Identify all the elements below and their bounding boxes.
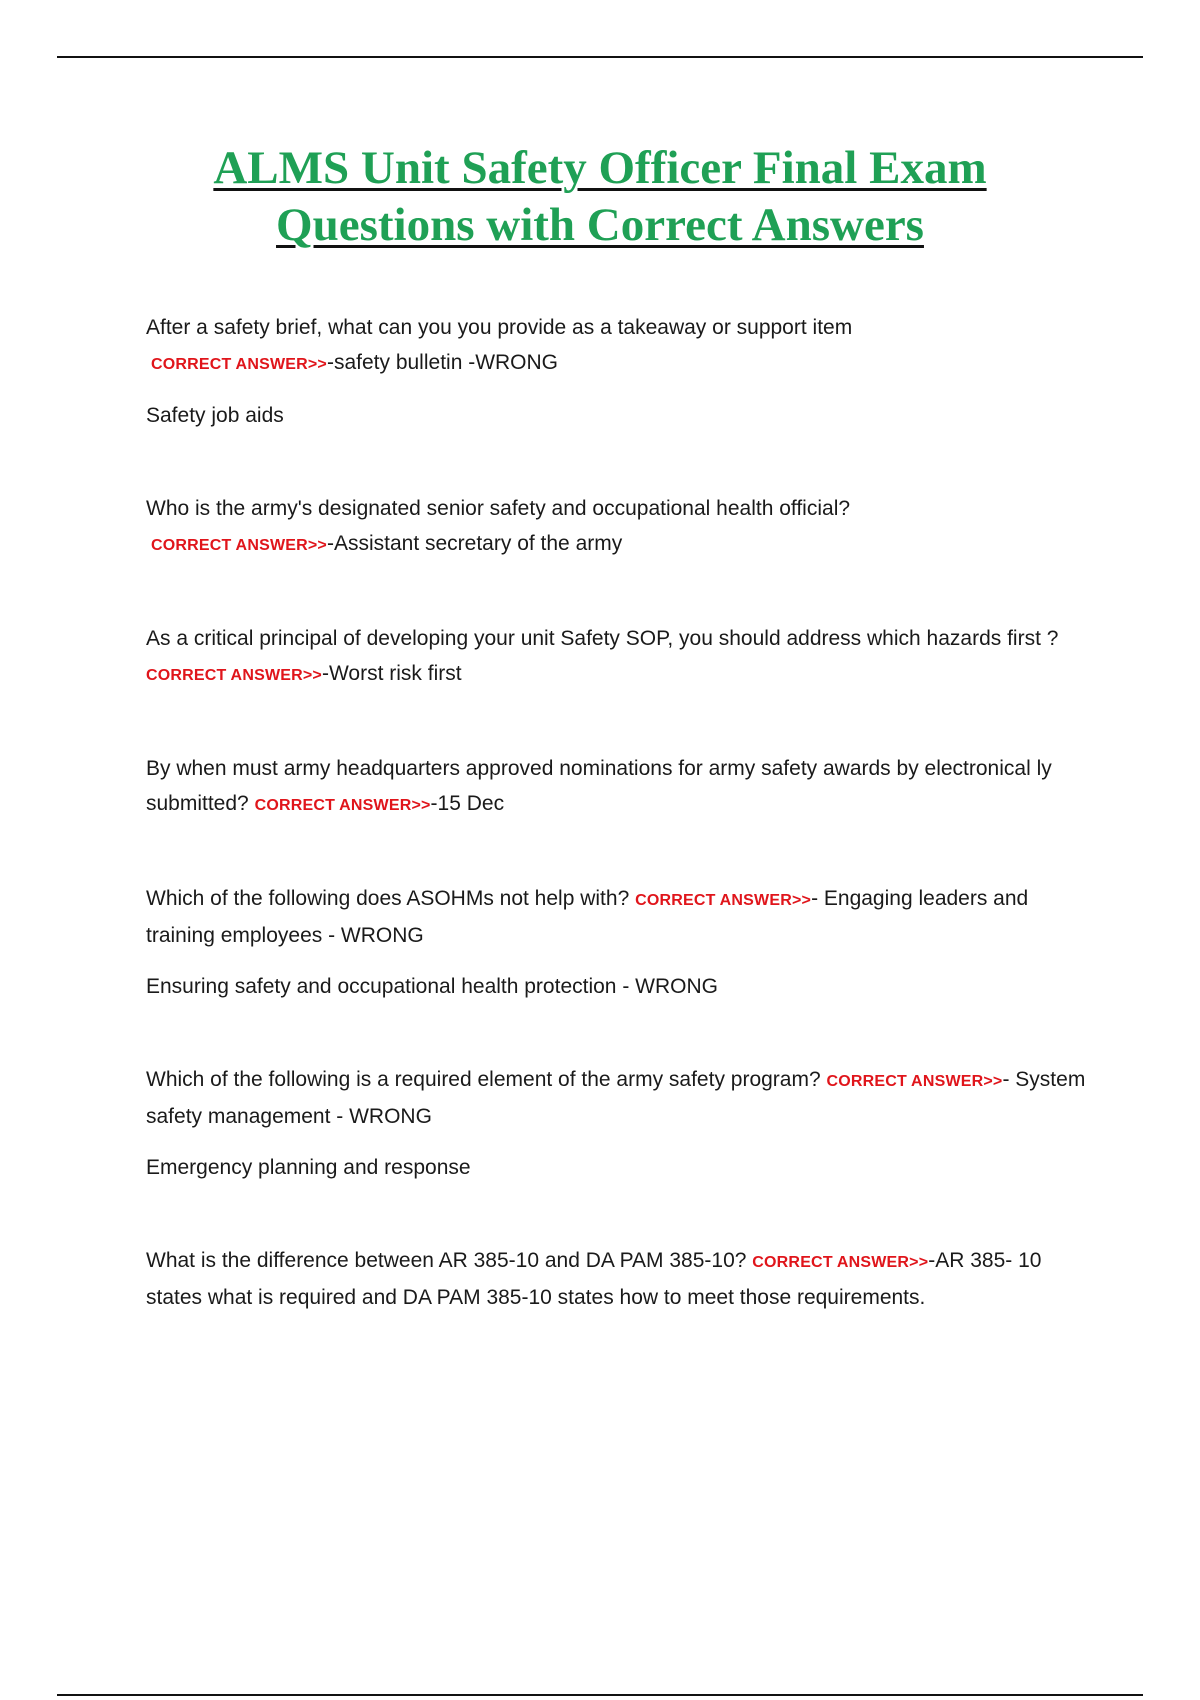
question-text: By when must army headquarters approved nominations for army safety awards by electronical ly submitted? bbox=[146, 757, 1052, 815]
correct-answer-marker: CORRECT ANSWER>> bbox=[752, 1254, 929, 1271]
answer-text: -Assistant secretary of the army bbox=[326, 532, 623, 555]
qa-item bbox=[146, 751, 1086, 823]
correct-answer-marker: CORRECT ANSWER>> bbox=[254, 797, 431, 814]
answer-extra: Safety job aids bbox=[146, 404, 284, 427]
answer-text: -Worst risk first bbox=[321, 662, 462, 685]
answer-text: - System safety management - WRONG bbox=[146, 1068, 1086, 1128]
top-rule bbox=[57, 56, 1143, 58]
qa-item bbox=[146, 310, 1086, 433]
answer-text: -AR 385- 10 states what is required and DA PAM 385-10 states how to meet those requirements. bbox=[146, 1249, 1042, 1309]
question-text: As a critical principal of developing your unit Safety SOP, you should address which hazards first ? bbox=[146, 627, 1059, 650]
title-line-2: Questions with Correct Answers bbox=[276, 199, 924, 251]
question-text: Who is the army's designated senior safety and occupational health official? bbox=[146, 497, 851, 520]
question-text: After a safety brief, what can you you provide as a takeaway or support item bbox=[146, 316, 853, 339]
answer-extra: Emergency planning and response bbox=[146, 1156, 471, 1179]
answer-text: -safety bulletin -WRONG bbox=[326, 351, 559, 374]
document-title bbox=[100, 140, 1100, 254]
question-text: Which of the following does ASOHMs not help with? bbox=[146, 887, 630, 910]
qa-question-line bbox=[146, 310, 1086, 382]
qa-item bbox=[146, 621, 1086, 693]
qa-item bbox=[146, 881, 1086, 1004]
bottom-rule bbox=[57, 1694, 1143, 1696]
qa-question-line bbox=[146, 881, 1086, 953]
correct-answer-marker: CORRECT ANSWER>> bbox=[151, 537, 327, 554]
title-line-1: ALMS Unit Safety Officer Final Exam bbox=[213, 142, 987, 194]
question-text: What is the difference between AR 385-10 and DA PAM 385-10? bbox=[146, 1249, 747, 1272]
qa-question-line bbox=[146, 1243, 1086, 1315]
answer-extra: Ensuring safety and occupational health protection - WRONG bbox=[146, 975, 718, 998]
correct-answer-marker: CORRECT ANSWER>> bbox=[635, 892, 812, 909]
qa-question-line bbox=[146, 621, 1086, 693]
correct-answer-marker: CORRECT ANSWER>> bbox=[146, 667, 322, 684]
answer-text: - Engaging leaders and training employees - WRONG bbox=[146, 887, 1029, 947]
qa-question-line bbox=[146, 751, 1086, 823]
qa-item bbox=[146, 491, 1086, 563]
answer-text: -15 Dec bbox=[430, 792, 505, 815]
qa-question-line bbox=[146, 1062, 1086, 1134]
qa-list bbox=[146, 310, 1086, 1315]
correct-answer-marker: CORRECT ANSWER>> bbox=[826, 1073, 1003, 1090]
correct-answer-marker: CORRECT ANSWER>> bbox=[151, 356, 327, 373]
question-text: Which of the following is a required element of the army safety program? bbox=[146, 1068, 821, 1091]
qa-item bbox=[146, 1243, 1086, 1315]
qa-item bbox=[146, 1062, 1086, 1185]
qa-question-line bbox=[146, 491, 1086, 563]
